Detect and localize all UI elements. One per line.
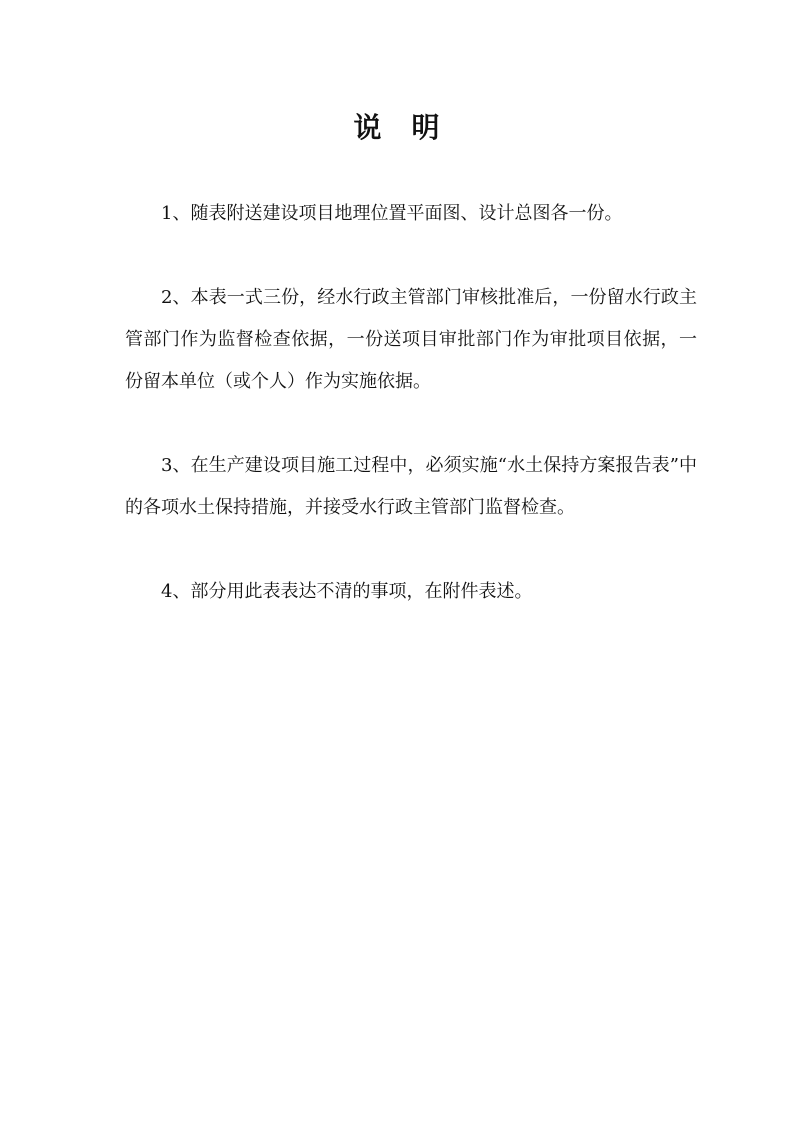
- instruction-item-4: 4、部分用此表表达不清的事项，在附件表述。: [161, 581, 533, 602]
- instruction-item-1: 1、随表附送建设项目地理位置平面图、设计总图各一份。: [161, 203, 623, 224]
- page-title: 说明: [353, 111, 470, 144]
- instruction-item-2: 2、本表一式三份，经水行政主管部门审核批准后，一份留水行政主管部门作为监督检查依据，一份送项目审批部门作为审批项目依据，一份留本单位（或个人）作为实施依据。: [125, 287, 697, 392]
- instructions-list: [125, 193, 697, 655]
- instruction-item-3: 3、在生产建设项目施工过程中，必须实施“水土保持方案报告表”中的各项水土保持措施，并接受水行政主管部门监督检查。: [125, 455, 697, 518]
